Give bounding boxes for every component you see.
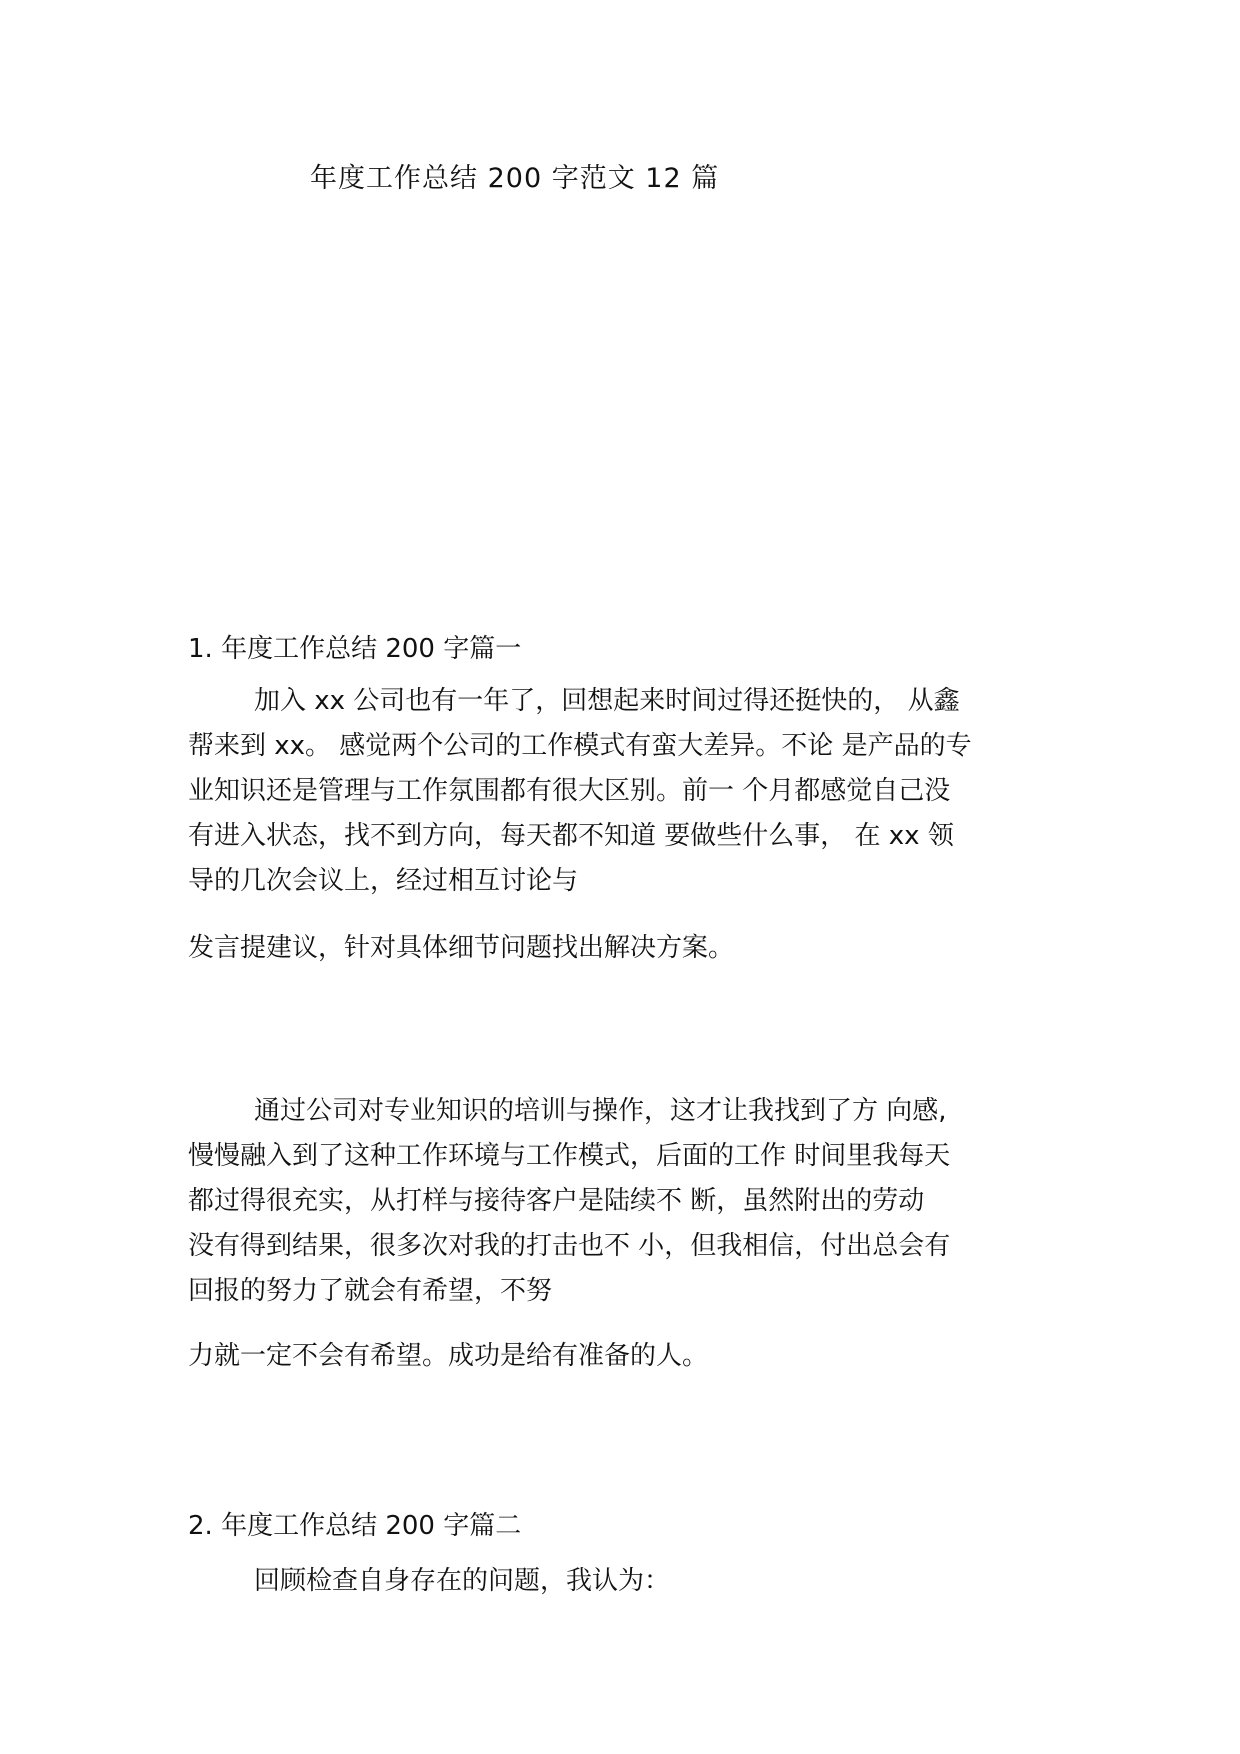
section-heading-1: 1. 年度工作总结 200 字篇一 xyxy=(188,634,522,664)
paragraph-line: 有进入状态，找不到方向，每天都不知道 要做些什么事， 在 xx 领 xyxy=(188,821,954,851)
paragraph-line: 慢慢融入到了这种工作环境与工作模式，后面的工作 时间里我每天 xyxy=(188,1141,951,1171)
paragraph-line: 回顾检查自身存在的问题，我认为： xyxy=(254,1566,671,1596)
paragraph-line: 导的几次会议上，经过相互讨论与 xyxy=(188,866,579,896)
paragraph-line: 通过公司对专业知识的培训与操作，这才让我找到了方 向感, xyxy=(254,1096,947,1126)
paragraph-line: 都过得很充实，从打样与接待客户是陆续不 断，虽然附出的劳动 xyxy=(188,1186,925,1216)
paragraph-line: 加入 xx 公司也有一年了，回想起来时间过得还挺快的， 从鑫 xyxy=(254,686,960,716)
paragraph-line: 回报的努力了就会有希望，不努 xyxy=(188,1276,553,1306)
paragraph-line: 力就一定不会有希望。成功是给有准备的人。 xyxy=(188,1341,709,1371)
section-heading-2: 2. 年度工作总结 200 字篇二 xyxy=(188,1511,522,1541)
paragraph-line: 业知识还是管理与工作氛围都有很大区别。前一 个月都感觉自己没 xyxy=(188,776,951,806)
paragraph-line: 发言提建议，针对具体细节问题找出解决方案。 xyxy=(188,933,735,963)
paragraph-line: 帮来到 xx。 感觉两个公司的工作模式有蛮大差异。不论 是产品的专 xyxy=(188,731,972,761)
document-title: 年度工作总结 200 字范文 12 篇 xyxy=(310,163,720,194)
paragraph-line: 没有得到结果，很多次对我的打击也不 小，但我相信，付出总会有 xyxy=(188,1231,951,1261)
